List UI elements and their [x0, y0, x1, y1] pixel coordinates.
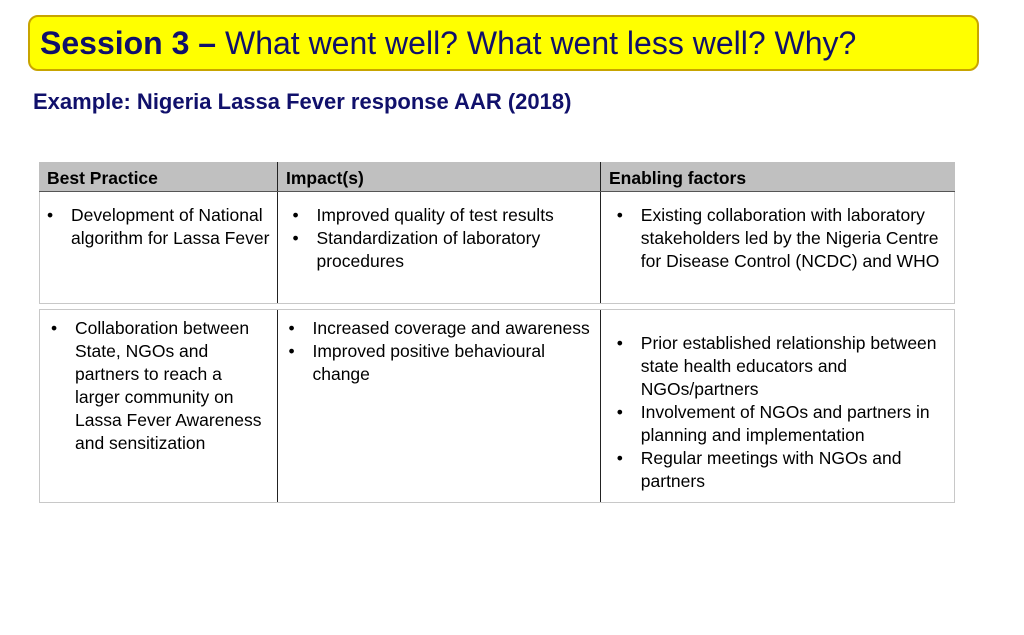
bullet-icon: •	[616, 333, 623, 353]
list-item: • Involvement of NGOs and partners in planning and implementation	[616, 402, 930, 445]
list-item: • Development of National algorithm for Lassa Fever	[47, 205, 270, 248]
enabling-factors-cell	[600, 310, 954, 502]
impacts-cell	[277, 310, 599, 502]
best-practice-cell	[40, 310, 277, 502]
bullet-icon: •	[616, 448, 623, 468]
bullet-icon: •	[288, 318, 295, 338]
bullet-icon: •	[292, 205, 299, 225]
bullet-icon: •	[47, 205, 54, 225]
list-item: • Regular meetings with NGOs and partners	[616, 448, 902, 491]
bullet-icon: •	[51, 318, 58, 338]
list-item: • Increased coverage and awareness	[288, 318, 590, 338]
list-item: • Improved quality of test results	[292, 205, 554, 225]
impacts-cell	[277, 192, 599, 303]
list-item: • Collaboration between State, NGOs and partners to reach a larger community on Lassa Fever Awareness and sensitization	[51, 318, 262, 453]
header-enabling-factors: Enabling factors	[600, 162, 955, 191]
bullet-icon: •	[288, 341, 295, 361]
session-question: What went well? What went less well? Why?	[216, 24, 857, 61]
enabling-factors-cell	[600, 192, 954, 303]
bullet-icon: •	[292, 228, 299, 248]
bullet-icon: •	[616, 205, 623, 225]
example-subtitle: Example: Nigeria Lassa Fever response AAR (2018)	[33, 89, 572, 114]
list-item: • Existing collaboration with laboratory stakeholders led by the Nigeria Centre for Disease Control (NCDC) and WHO	[616, 205, 940, 271]
table-row	[39, 192, 955, 304]
list-item: • Improved positive behavioural change	[288, 341, 545, 384]
session-label: Session 3 –	[40, 24, 217, 61]
list-item: • Standardization of laboratory procedures	[292, 228, 541, 271]
session-title-banner	[28, 15, 979, 71]
header-impacts: Impact(s)	[277, 162, 600, 191]
table-row	[39, 309, 955, 503]
table-header-row	[39, 162, 955, 192]
best-practice-cell	[40, 192, 277, 303]
header-best-practice: Best Practice	[47, 168, 158, 188]
list-item: • Prior established relationship between state health educators and NGOs/partners	[616, 333, 937, 399]
bullet-icon: •	[616, 402, 623, 422]
